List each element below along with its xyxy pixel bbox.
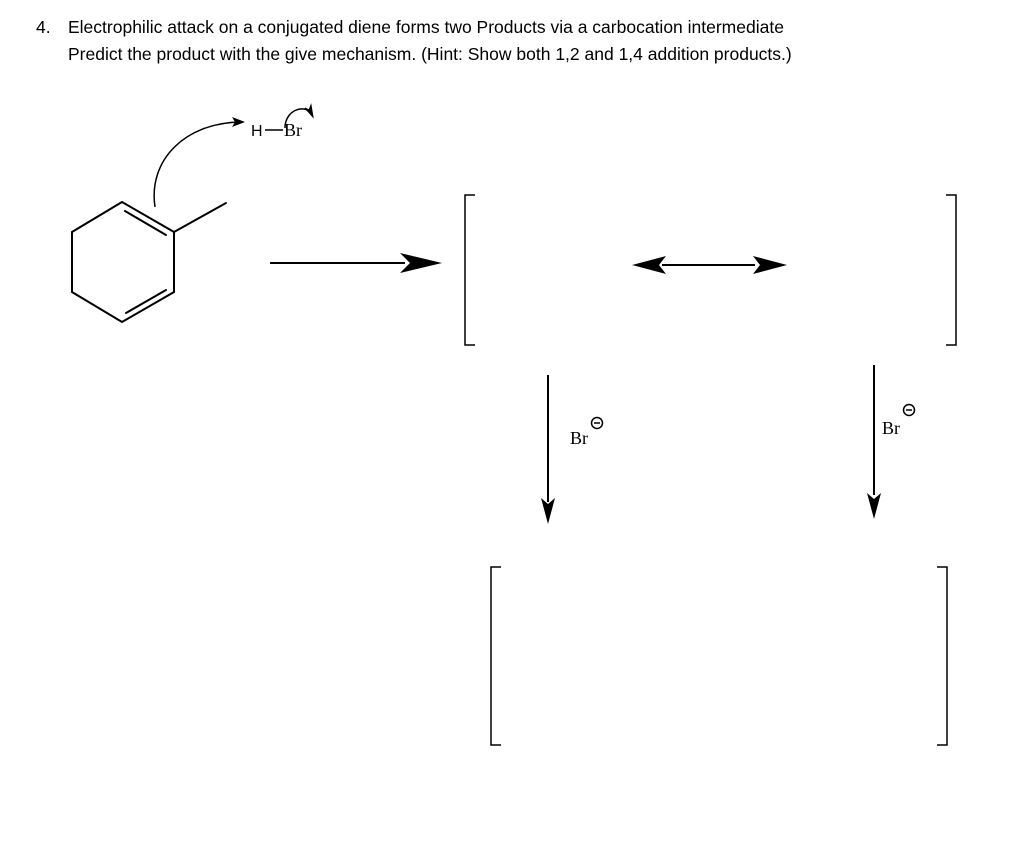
right-down-arrow-icon [867, 493, 881, 519]
reaction-arrow-icon [400, 253, 442, 273]
ring-bonds [72, 202, 174, 322]
right-bromide-label: Br [882, 418, 900, 438]
question-text-line-1: Electrophilic attack on a conjugated diene forms two Products via a carbocation intermediate [68, 17, 784, 37]
bond-cleavage-arrowhead-icon [305, 105, 313, 117]
hydrogen-atom-label: H [251, 123, 263, 140]
diene-molecule [72, 202, 226, 322]
electron-pushing-arrow-icon [154, 122, 240, 207]
left-bromide-label: Br [570, 428, 588, 448]
product-right-bracket [937, 567, 947, 745]
methyl-bond [174, 203, 226, 232]
resonance-arrow-left-head-icon [632, 256, 666, 274]
question-text-line-2: Predict the product with the give mechanism. (Hint: Show both 1,2 and 1,4 addition products.) [68, 44, 792, 64]
bromine-atom-label: Br [284, 120, 302, 140]
intermediate-right-bracket [946, 195, 956, 345]
double-bond-lower [126, 290, 166, 313]
intermediate-left-bracket [465, 195, 475, 345]
product-left-bracket [491, 567, 501, 745]
question-number: 4. [36, 17, 51, 37]
resonance-arrow-right-head-icon [753, 256, 787, 274]
